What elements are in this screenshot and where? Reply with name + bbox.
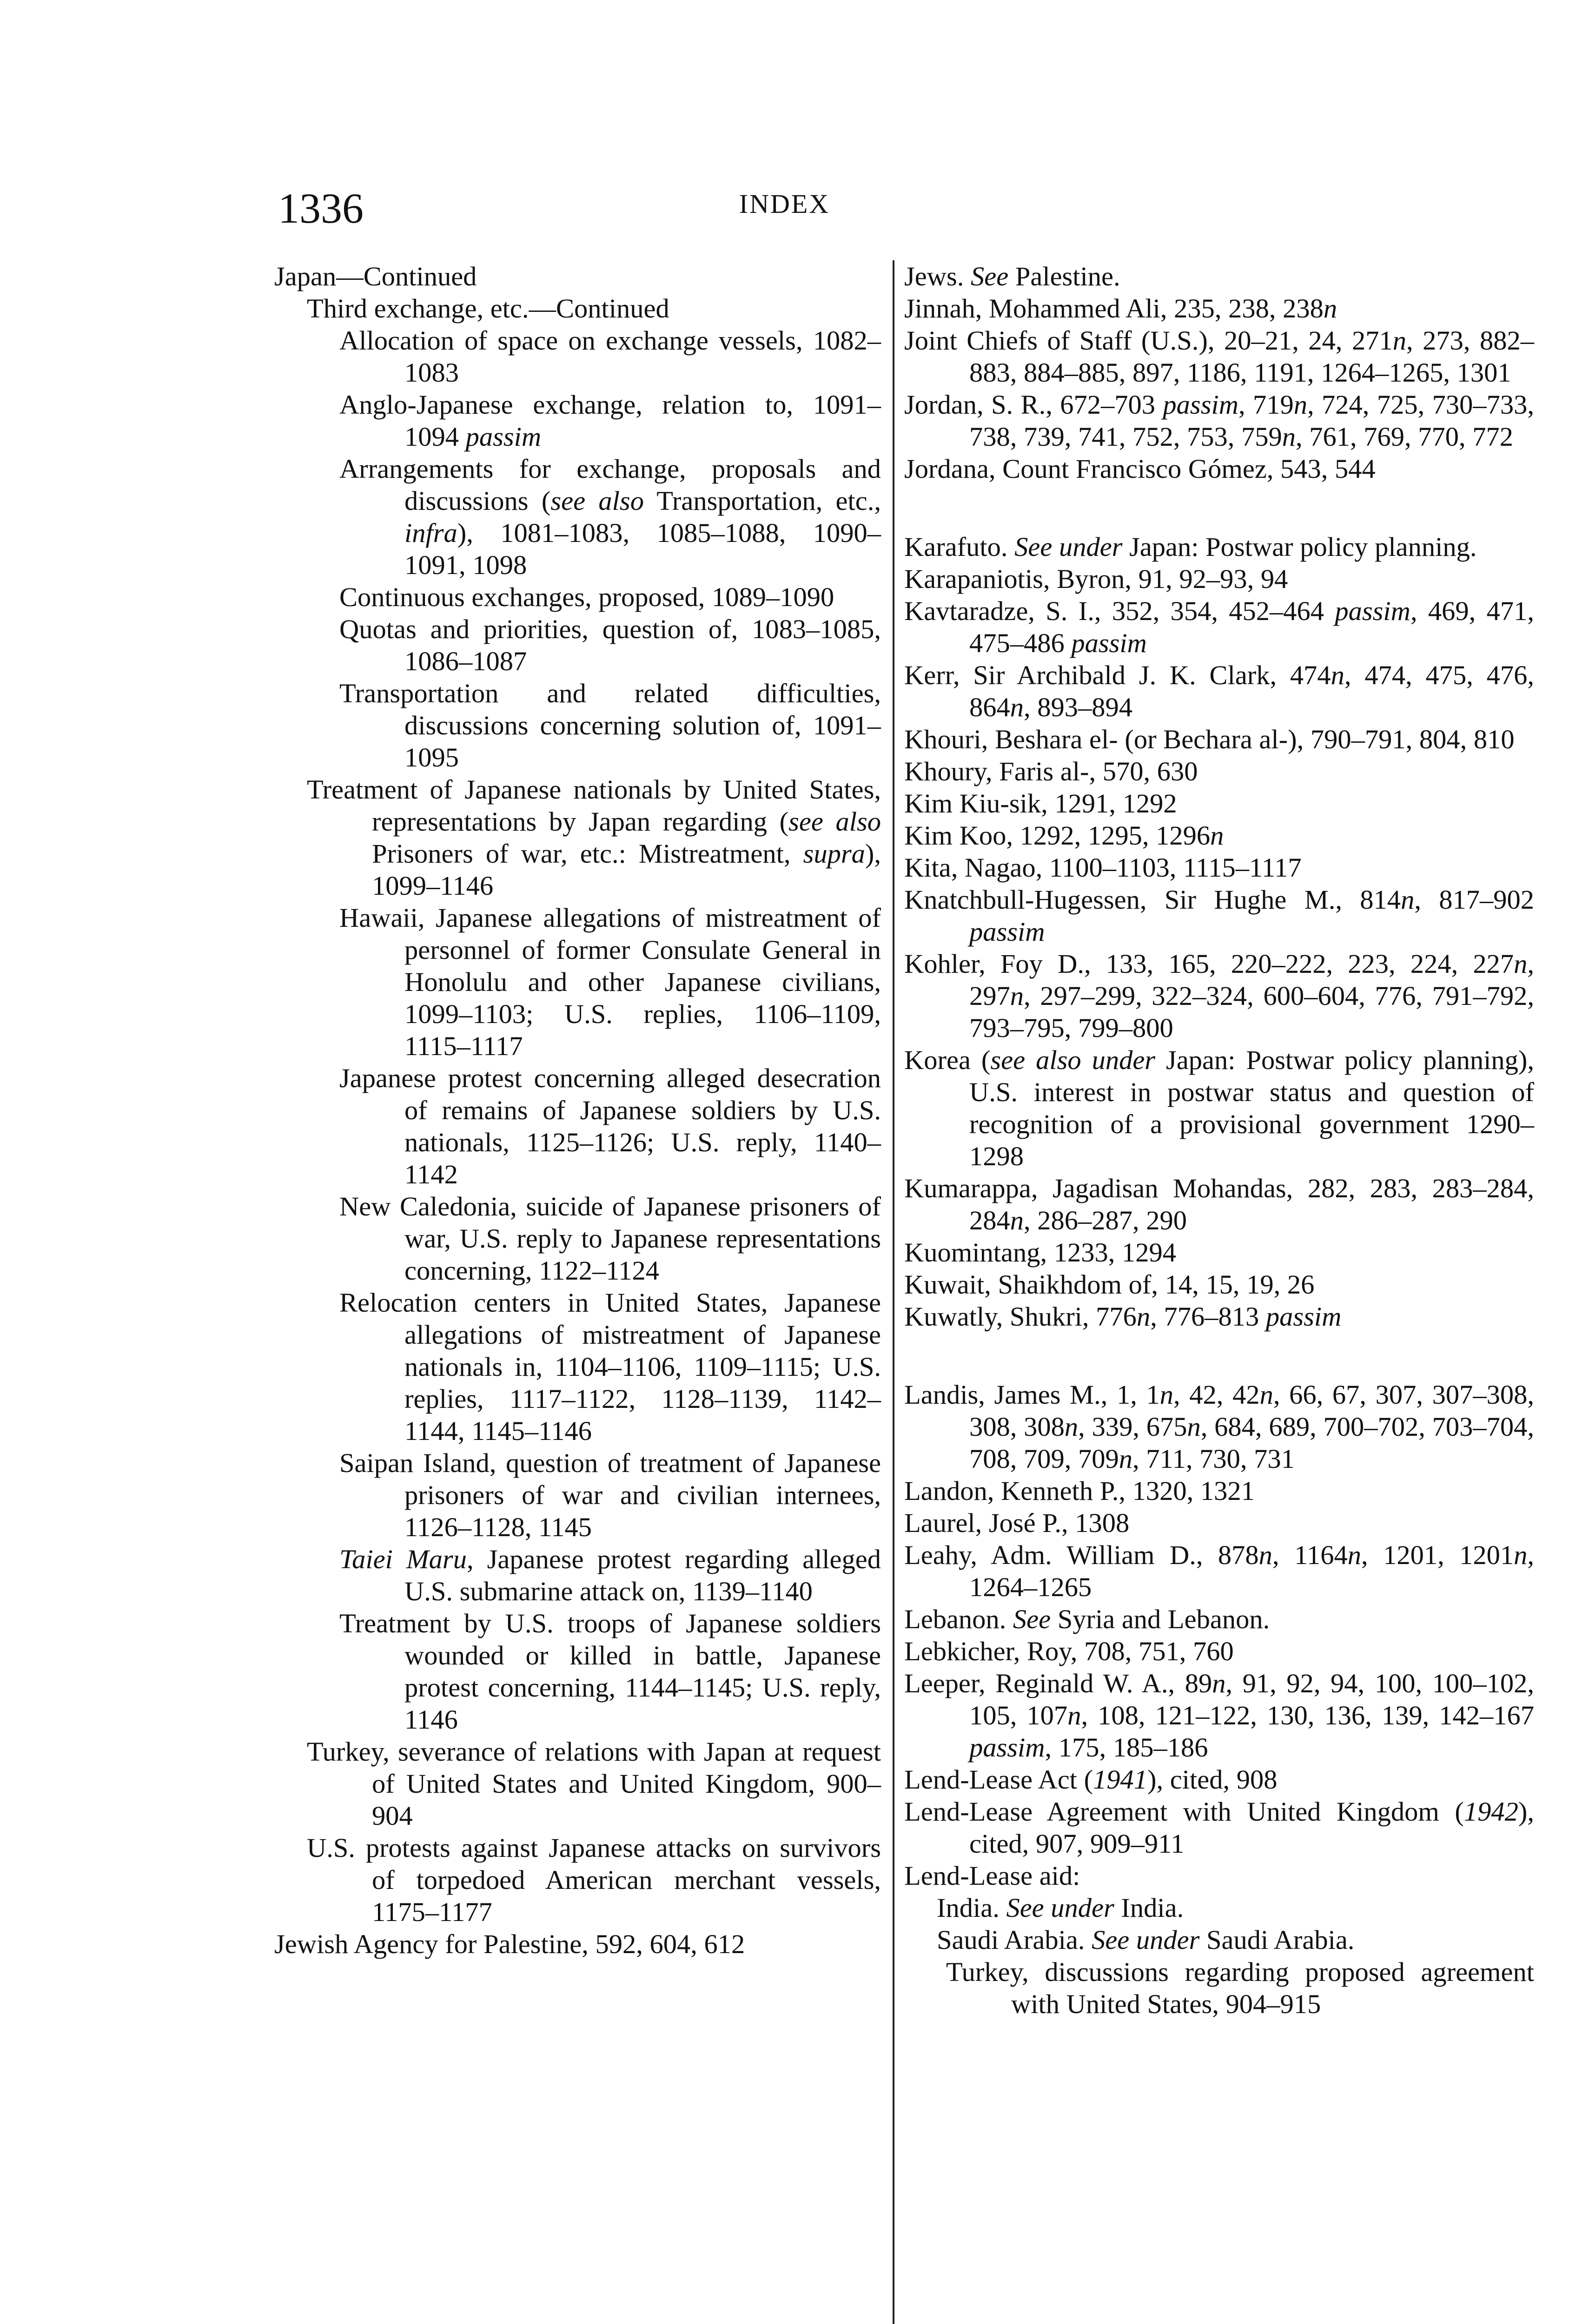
index-entry: New Caledonia, suicide of Japanese prisoners of war, U.S. reply to Japanese representations concerning, 1122–1124 xyxy=(339,1191,881,1286)
index-entry: Jordana, Count Francisco Gómez, 543, 544 xyxy=(904,454,1376,484)
index-entry: Japanese protest concerning alleged desecration of remains of Japanese soldiers by U.S. nationals, 1125–1126; U.S. reply, 1140–1142 xyxy=(339,1063,881,1189)
index-entry: Turkey, severance of relations with Japan at request of United States and United Kingdom, 900–904 xyxy=(307,1736,881,1831)
index-entry: Knatchbull-Hugessen, Sir Hughe M., 814n, 817–902 passim xyxy=(904,885,1535,947)
index-entry: Leeper, Reginald W. A., 89n, 91, 92, 94, 100, 100–102, 105, 107n, 108, 121–122, 130, 136, 139, 142–167 passim, 175, 185–186 xyxy=(904,1668,1535,1763)
index-entry: Third exchange, etc.—Continued xyxy=(307,293,669,324)
index-entry: Kuwait, Shaikhdom of, 14, 15, 19, 26 xyxy=(904,1269,1315,1300)
index-entry: Kim Kiu-sik, 1291, 1292 xyxy=(904,788,1177,819)
index-entry: Japan—Continued xyxy=(274,261,477,291)
index-entry: Treatment by U.S. troops of Japanese soldiers wounded or killed in battle, Japanese protest concerning, 1144–1145; U.S. reply, 1146 xyxy=(339,1608,881,1735)
index-entry: Joint Chiefs of Staff (U.S.), 20–21, 24, 271n, 273, 882–883, 884–885, 897, 1186, 1191, 1264–1265, 1301 xyxy=(904,325,1535,388)
index-entry: Kuomintang, 1233, 1294 xyxy=(904,1237,1176,1268)
page-number: 1336 xyxy=(278,185,364,232)
index-entry: Landis, James M., 1, 1n, 42, 42n, 66, 67, 307, 307–308, 308, 308n, 339, 675n, 684, 689, 700–702, 703–704, 708, 709, 709n, 711, 730, 731 xyxy=(904,1380,1535,1474)
index-entry: Karapaniotis, Byron, 91, 92–93, 94 xyxy=(904,564,1288,594)
index-entry: Lend-Lease aid: xyxy=(904,1861,1080,1891)
index-entry: Laurel, José P., 1308 xyxy=(904,1508,1130,1538)
index-entry: Kohler, Foy D., 133, 165, 220–222, 223, 224, 227n, 297n, 297–299, 322–324, 600–604, 776, 791–792, 793–795, 799–800 xyxy=(904,949,1534,1043)
index-entry: Taiei Maru, Japanese protest regarding alleged U.S. submarine attack on, 1139–1140 xyxy=(339,1544,881,1606)
index-entry: Anglo-Japanese exchange, relation to, 1091–1094 passim xyxy=(339,390,881,452)
index-entry: Relocation centers in United States, Japanese allegations of mistreatment of Japanese nationals in, 1104–1106, 1109–1115; U.S. replies, 1117–1122, 1128–1139, 1142–1144, 1145–1146 xyxy=(339,1287,881,1446)
index-entry: Lebkicher, Roy, 708, 751, 760 xyxy=(904,1636,1234,1666)
index-entry: Allocation of space on exchange vessels, 1082–1083 xyxy=(339,325,881,388)
index-section-gap xyxy=(904,1340,1534,1371)
page-header xyxy=(0,184,1569,235)
index-entry: Saudi Arabia. See under Saudi Arabia. xyxy=(937,1925,1355,1955)
index-section-gap xyxy=(904,492,1534,523)
index-entry: Lebanon. See Syria and Lebanon. xyxy=(904,1604,1270,1634)
index-entry: Jews. See Palestine. xyxy=(904,261,1120,291)
index-column-right xyxy=(904,260,1534,2020)
index-entry: Khouri, Beshara el- (or Bechara al-), 790–791, 804, 810 xyxy=(904,724,1515,754)
index-entry: Lend-Lease Act (1941), cited, 908 xyxy=(904,1764,1278,1795)
index-entry: U.S. protests against Japanese attacks on survivors of torpedoed American merchant vessels, 1175–1177 xyxy=(307,1833,881,1927)
index-entry: Khoury, Faris al-, 570, 630 xyxy=(904,756,1198,786)
index-entry: Continuous exchanges, proposed, 1089–1090 xyxy=(339,582,834,612)
index-entry: Saipan Island, question of treatment of Japanese prisoners of war and civilian internees, 1126–1128, 1145 xyxy=(339,1448,881,1542)
index-entry: Arrangements for exchange, proposals and discussions (see also Transportation, etc., infra), 1081–1083, 1085–1088, 1090–1091, 1098 xyxy=(339,454,881,580)
index-entry: Kuwatly, Shukri, 776n, 776–813 passim xyxy=(904,1301,1342,1332)
index-entry: Lend-Lease Agreement with United Kingdom (1942), cited, 907, 909–911 xyxy=(904,1796,1534,1859)
index-entry: Transportation and related difficulties, discussions concerning solution of, 1091–1095 xyxy=(339,678,881,772)
column-divider xyxy=(893,260,894,2324)
index-entry: Karafuto. See under Japan: Postwar policy planning. xyxy=(904,532,1477,562)
index-entry: Hawaii, Japanese allegations of mistreatment of personnel of former Consulate General in Honolulu and other Japanese civilians, 1099–1103; U.S. replies, 1106–1109, 1115–1117 xyxy=(339,903,881,1061)
index-entry: Turkey, discussions regarding proposed agreement with United States, 904–915 xyxy=(946,1957,1534,2019)
index-entry: Kim Koo, 1292, 1295, 1296n xyxy=(904,820,1224,851)
index-column-left xyxy=(274,260,881,1960)
index-entry: Jewish Agency for Palestine, 592, 604, 612 xyxy=(274,1929,745,1959)
running-head: INDEX xyxy=(739,189,830,219)
index-entry: Treatment of Japanese nationals by United States, representations by Japan regarding (see also Prisoners of war, etc.: Mistreatment, supra), 1099–1146 xyxy=(307,774,881,901)
index-entry: Kumarappa, Jagadisan Mohandas, 282, 283, 283–284, 284n, 286–287, 290 xyxy=(904,1173,1534,1235)
index-entry: Korea (see also under Japan: Postwar policy planning), U.S. interest in postwar status and question of recognition of a provisional government 1290–1298 xyxy=(904,1045,1535,1171)
index-entry: Leahy, Adm. William D., 878n, 1164n, 1201, 1201n, 1264–1265 xyxy=(904,1540,1535,1602)
index-entry: Quotas and priorities, question of, 1083–1085, 1086–1087 xyxy=(339,614,881,676)
index-entry: Kavtaradze, S. I., 352, 354, 452–464 passim, 469, 471, 475–486 passim xyxy=(904,596,1534,658)
index-entry: India. See under India. xyxy=(937,1893,1184,1923)
index-entry: Kerr, Sir Archibald J. K. Clark, 474n, 474, 475, 476, 864n, 893–894 xyxy=(904,660,1534,722)
index-entry: Jordan, S. R., 672–703 passim, 719n, 724, 725, 730–733, 738, 739, 741, 752, 753, 759n, 761, 769, 770, 772 xyxy=(904,390,1535,452)
index-entry: Landon, Kenneth P., 1320, 1321 xyxy=(904,1476,1255,1506)
index-entry: Kita, Nagao, 1100–1103, 1115–1117 xyxy=(904,852,1302,883)
index-entry: Jinnah, Mohammed Ali, 235, 238, 238n xyxy=(904,293,1337,324)
